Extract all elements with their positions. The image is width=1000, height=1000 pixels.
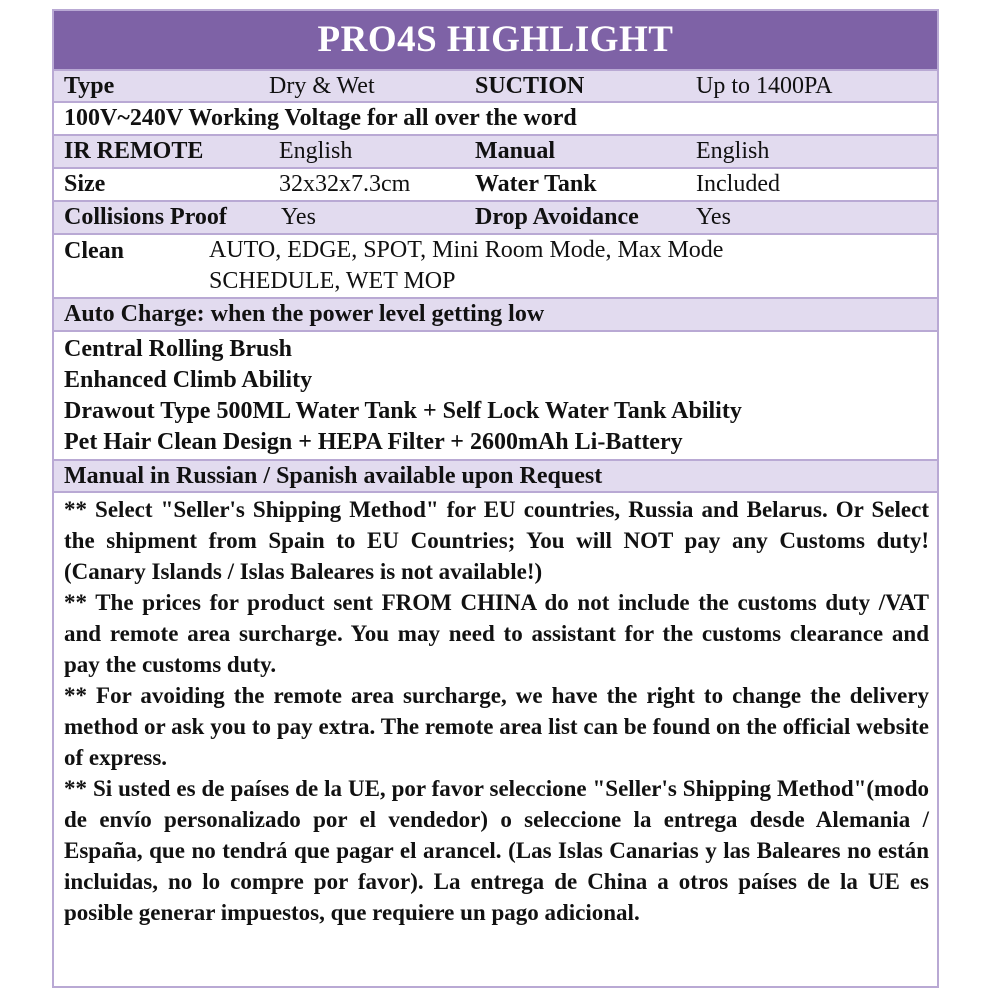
clean-label: Clean <box>64 238 124 264</box>
type-value: Dry & Wet <box>269 73 375 99</box>
voltage-text: 100V~240V Working Voltage for all over the word <box>64 105 577 131</box>
suction-label: SUCTION <box>475 73 585 99</box>
manual-label: Manual <box>475 138 556 164</box>
row-auto-charge <box>54 297 937 330</box>
row-clean <box>54 233 937 297</box>
water-tank-value: Included <box>696 171 780 197</box>
water-tank-label: Water Tank <box>475 171 597 197</box>
remote-value: English <box>279 138 353 164</box>
shipping-note: ** The prices for product sent FROM CHINA do not include the customs duty /VAT and remote area surcharge. You may need to assistant for the customs clearance and pay the customs duty. <box>64 590 929 677</box>
shipping-notes <box>54 493 937 928</box>
feature-list <box>54 332 937 458</box>
row-features <box>54 330 937 459</box>
feature-item: Drawout Type 500ML Water Tank + Self Lock Water Tank Ability <box>64 398 742 424</box>
suction-value: Up to 1400PA <box>696 73 833 99</box>
row-remote-manual <box>54 134 937 167</box>
shipping-note: ** Si usted es de países de la UE, por favor seleccione "Seller's Shipping Method"(modo de envío personalizado por el vendedor) o seleccione la entrega desde Alemania / España, que no tendrá que pagar el arancel. (Las Islas Canarias y las Baleares no están incluidas, no lo compre por favor). La entrega de China a otros países de la UE es posible generar impuestos, que requiere un pago adicional. <box>64 776 929 925</box>
clean-modes-line-2: SCHEDULE, WET MOP <box>209 268 456 294</box>
size-value: 32x32x7.3cm <box>279 171 411 197</box>
row-size-tank <box>54 167 937 200</box>
remote-label: IR REMOTE <box>64 138 204 164</box>
auto-charge-text: Auto Charge: when the power level getting low <box>64 301 545 327</box>
row-type-suction <box>54 69 937 101</box>
row-voltage <box>54 101 937 134</box>
drop-avoidance-label: Drop Avoidance <box>475 204 639 230</box>
clean-modes-line-1: AUTO, EDGE, SPOT, Mini Room Mode, Max Mode <box>209 237 724 263</box>
collision-value: Yes <box>281 204 316 230</box>
clean-modes <box>209 235 723 297</box>
row-shipping-notes <box>54 491 937 988</box>
type-label: Type <box>64 73 115 99</box>
size-label: Size <box>64 171 106 197</box>
manual-value: English <box>696 138 770 164</box>
feature-item: Central Rolling Brush <box>64 336 293 362</box>
product-highlight-sheet <box>52 9 939 988</box>
feature-item: Pet Hair Clean Design + HEPA Filter + 2600mAh Li-Battery <box>64 429 683 455</box>
manual-languages-text: Manual in Russian / Spanish available upon Request <box>64 463 603 489</box>
drop-avoidance-value: Yes <box>696 204 731 230</box>
feature-item: Enhanced Climb Ability <box>64 367 313 393</box>
sheet-title: PRO4S HIGHLIGHT <box>54 11 937 69</box>
shipping-note: ** For avoiding the remote area surcharge, we have the right to change the delivery method or ask you to pay extra. The remote area list can be found on the official website of express. <box>64 683 929 770</box>
row-collision-drop <box>54 200 937 233</box>
row-manual-languages <box>54 459 937 491</box>
collision-label: Collisions Proof <box>64 204 227 230</box>
shipping-note: ** Select "Seller's Shipping Method" for EU countries, Russia and Belarus. Or Select the shipment from Spain to EU Countries; You will NOT pay any Customs duty! (Canary Islands / Islas Baleares is not available!) <box>64 497 929 584</box>
